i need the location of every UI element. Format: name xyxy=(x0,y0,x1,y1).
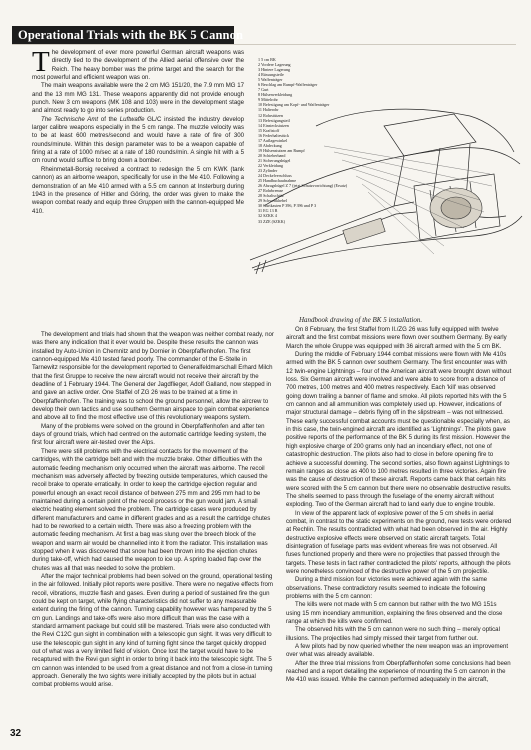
paragraph: After the major technical problems had been solved on the ground, operational testing in the air followed. Initially pilot reports were positive. There were no negative effects from recoil, vibrations, muzzle flash and gases. Even during a period of sustained fire the gun could be kept on target, while flying characteristics did not suffer to any measurable extent during the firing of the cannon. Turning capability however was hampered by the 5 cm gun. Landings and take-offs were also more difficult than was the case with a standard armament package but could still be mastered. Trials were also conducted with the Revi C12C gun sight in combination with a telescopic gun sight. It was very difficult to use the telescopic gun sight in any kind of turning fight since the target quickly dropped out of what was a very limited field of vision. Once lost the target would have to be recaptured with the Revi gun sight in order to bring it back into the telescopic sight. The 5 cm cannon was intended to be used from a great distance and not from a close-in turning approach. Generally the two sights were initially accepted by the pilots but in actual combat problems would arise. xyxy=(32,572,273,689)
page-number: 32 xyxy=(10,728,22,739)
legend-item: 30 Gurtkasten P 396, P 396 und P 3 xyxy=(258,203,317,209)
paragraph: During the middle of February 1944 combat missions were flown with Me 410s armed with the BK 5 cannon over southern Germany. The first encounter was with 12 twin-engine Lightnings – four of the American aircraft were brought down without loss. Six German aircraft were involved and were able to score from a distance of 700 metres, 100 metres and 400 metres respectively. Each 'kill' was observed going down trailing a banner of flame and smoke. All pilots reported hits with the 5 cm cannon and all ammunition was completely used up. However, indications of major structural damage – debris flying off in the slipstream – was not witnessed. These early successful combat accounts must be questionable especially when, as in this case, the twin-engined aircraft are identified as 'Lightnings'. The pilots gave positive reports of the performance of the BK 5 during its first mission. However the high explosive charge of 200 grams only had an incendiary effect, not one of catastrophic destruction. The pilots also had to close in before opening fire to achieve a successful downing. The second sorties, also flown against Lightnings to remain ranges as close as 400 to 100 metres resulted in three victories. Again fire was the cause of destruction of these aircraft. Reports came back that certain hits were scored with the 5 cm cannon but there were no observable destructive results. The shells seemed to pass through the fuselage of the enemy aircraft without exploding. Two of the German aircraft had to land early due to engine trouble. xyxy=(286,351,512,509)
intro-column xyxy=(32,46,244,216)
legend-item: 28 Schaltschütz xyxy=(258,193,284,199)
legend-item: 15 Kraftstoff xyxy=(258,127,280,133)
legend-item: 22 Verkleidung xyxy=(258,162,284,168)
legend-item: 7 Gurt xyxy=(258,87,269,93)
legend-item: 1 5 cm BK xyxy=(258,57,276,62)
intro-paragraph-2: The main weapons available were the 2 cm MG 151/20, the 7.9 mm MG 17 and the 13 mm MG 131. These weapons apparently did not provide enough punch. New 3 cm weapons (MK 108 and 103) were in the development stage and almost ready to go into series production. xyxy=(32,82,244,115)
legend-item: 8 Hülsenverkleidung xyxy=(258,92,293,98)
legend-item: 31 EG 13 R xyxy=(258,208,278,214)
legend-item: 23 Zylinder xyxy=(258,168,278,174)
legend-item: 10 Befestigung am Kopf- und Waffenträger xyxy=(258,102,330,108)
legend-item: 27 Rohrbremse xyxy=(258,188,284,194)
paragraph: There were still problems with the electrical contacts for the movement of the cartridges, with the cartridge belt and with the muzzle brake. Other difficulties with the automatic feeding mechanism only occurred when the aircraft was airborne. The recoil mechanism was adversely affected by freezing outside temperatures, which caused the recoil brake to operate erratically. In order to keep the cartridge ejection regular and powerful enough an exact recoil distance of between 275 mm and 295 mm had to be maintained during a certain point of the recoil process or the gun would jam. A small electric heating element solved the problem. The cartridge cases were produced by different manufacturers and came in different grades and as a result the cartridge chutes had to be reworked to a certain width. There was also a freezing problem with the automatic feeding mechanism. At first a bag was slung over the breech block of the weapon and warm air would be channelled into it from the radiator. This installation was stopped when it was discovered that snow had been thrown into the ejection chutes during take-off, which had caused the weapon to ice up. A spring loaded flap over the chutes was all that was needed to solve the problem. xyxy=(32,447,271,572)
paragraph: The observed hits with the 5 cm cannon were no such thing – merely optical illusions. The projectiles had simply missed their target from further out. xyxy=(286,626,500,642)
legend-item: 9 Mittelrohr xyxy=(258,97,278,103)
legend-item: 16 Federhaltestück xyxy=(258,132,290,138)
legend-item: 6 Beschlag am Rumpf-Waffenträger xyxy=(258,82,318,88)
legend-item: 14 Einsteckstutzen xyxy=(258,122,289,128)
paragraph: The kills were not made with 5 cm cannon but rather with the two MG 151s using 15 mm incendiary ammunition, explaining the fires observed and the close range at which the kills were confirmed. xyxy=(286,601,503,626)
paragraph: During a third mission four victories were achieved again with the same observations. These contradictory results seemed to indicate the following problems with the 5 cm cannon: xyxy=(286,576,488,600)
intro-paragraph-1: The development of ever more powerful German aircraft weapons was directly tied to the development of the Allied aerial offensive over the Reich. The heavy bomber was the prime target and the search for the most powerful and efficient weapon was on. xyxy=(32,46,244,82)
legend-item: 17 Auflagewinkel xyxy=(258,137,288,143)
paragraph: A few pilots had by now queried whether the new weapon was an improvement over what was already available. xyxy=(286,643,509,659)
figure-legend xyxy=(258,57,347,224)
legend-item: 4 Rüssungsteile xyxy=(258,72,284,78)
legend-item: 13 Befestigungsteil xyxy=(258,117,290,123)
paragraph: On 8 February, the first Staffel from II./ZG 26 was fully equipped with twelve aircraft and the first combat missions were flown over southern Germany. By early March the whole Gruppe was equipped with 36 aircraft armed with the 5 cm BK. xyxy=(286,326,507,350)
legend-item: 25 Handbuchaufnahme xyxy=(258,178,297,184)
paragraph: The development and trials had shown that the weapon was neither combat ready, nor was there any indication that it ever would be. Despite these results the cannon was installed by Auto-Union in Chemnitz and by Dornier in Oberpfaffenhofen. The first cannon-equipped Me 410 tested fared poorly. The commander of the E-Stelle in Tarnewitz responsible for the development reported to Generalfeldmarschall Erhard Milch that the first Gruppe to receive the new aircraft would not receive their aircraft by the deadline of 1 February 1944. The General der Jagdflieger, Adolf Galland, now stepped in and gave an active order. One Staffel of ZG 26 was to be trained at a time in Oberpfaffenhofen. The training was to school the ground personnel, allow the aircrew to develop their own tactics and use southern German airspace to gain combat experience and above all to find the most effective use of this revolutionary weapons system. xyxy=(32,331,274,422)
paragraph: After the three trial missions from Oberpfaffenhofen some conclusions had been reached and a report detailing the experience of mounting the 5 cm cannon in the Me 410 was issued. While the cannon performed adequately in the aircraft, xyxy=(286,659,511,684)
legend-item: 33 ZZE (SZKK) xyxy=(258,218,286,224)
legend-item: 18 Abdeckung xyxy=(258,142,282,148)
paragraph: Many of the problems were solved on the ground in Oberpfaffenhofen and after ten days of ground trials, which had centred on the automatic cartridge feeding system, the first four aircraft were air-tested over the Alps. xyxy=(32,422,267,447)
legend-item: 29 Schwenkhebel xyxy=(258,198,287,204)
legend-item: 26 Abzugsbügel Z 7 (jetzt Schutzvorrichtung) (Ersatz) xyxy=(258,183,348,189)
legend-item: 5 Waffenträger xyxy=(258,77,283,83)
legend-item: 2 Vordere Lagerung xyxy=(258,62,291,68)
legend-item: 24 Deckelverschluss xyxy=(258,173,292,179)
legend-item: 12 Rohrstützen xyxy=(258,112,283,118)
legend-item: 11 Halterohr xyxy=(258,107,279,113)
legend-item: 21 Sicherungsbügel xyxy=(258,157,291,163)
legend-item: 32 SZKK 4 xyxy=(258,213,277,219)
intro-paragraph-3: The Technische Amt of the Luftwaffe GL/C insisted the industry develop larger calibre weapons especially in the 5 cm range. The muzzle velocity was to be at least 600 metres/second and would have a rate of fire of 300 rounds/minute. Within this design parameter was to be a weapon capable of firing at a rate of 1000 m/sec at a rate of 180 rounds/min. A single hit with a 5 cm round would suffice to bring down a bomber. xyxy=(32,115,244,165)
legend-item: 3 Hintere Lagerung xyxy=(258,67,291,73)
intro-paragraph-4: Rheinmetall-Borsig received a contract to redesign the 5 cm KWK (tank cannon) as an airborne weapon, specifically for use in the Me 410. Following a demonstration of an Me 410 armed with a 5.5 cm cannon at Insterburg during 1943 in the presence of Hitler and Göring, the order was given to make the weapon combat ready and equip three Gruppen with the cannon-equipped Me 410. xyxy=(32,165,244,215)
paragraph: In view of the apparent lack of explosive power of the 5 cm shells in aerial combat, in contrast to the static experiments on the ground, new tests were ordered at Rechlin. The results contradicted with what had been observed in the air. Highly destructive explosive effects were observed on static aircraft targets. Total disintegration of fuselage parts was evident whereas fire was not observed. All fuses functioned properly and there were no projectiles that passed through the targets. These tests in fact rather contradicted the pilots' reports, although the pilots were nonetheless convinced of the destructive power of the 5 cm projectile. xyxy=(286,509,512,575)
legend-item: 19 Hülsenstutzen am Rumpf xyxy=(258,147,305,153)
figure-caption: Handbook drawing of the BK 5 installation. xyxy=(299,316,423,324)
right-text-column xyxy=(286,326,512,685)
legend-item: 20 Schieberband xyxy=(258,152,286,158)
divider xyxy=(12,44,516,45)
page-title: Operational Trials with the BK 5 Cannon xyxy=(18,28,243,42)
drop-cap: T xyxy=(32,46,50,78)
main-text-column xyxy=(32,331,274,690)
